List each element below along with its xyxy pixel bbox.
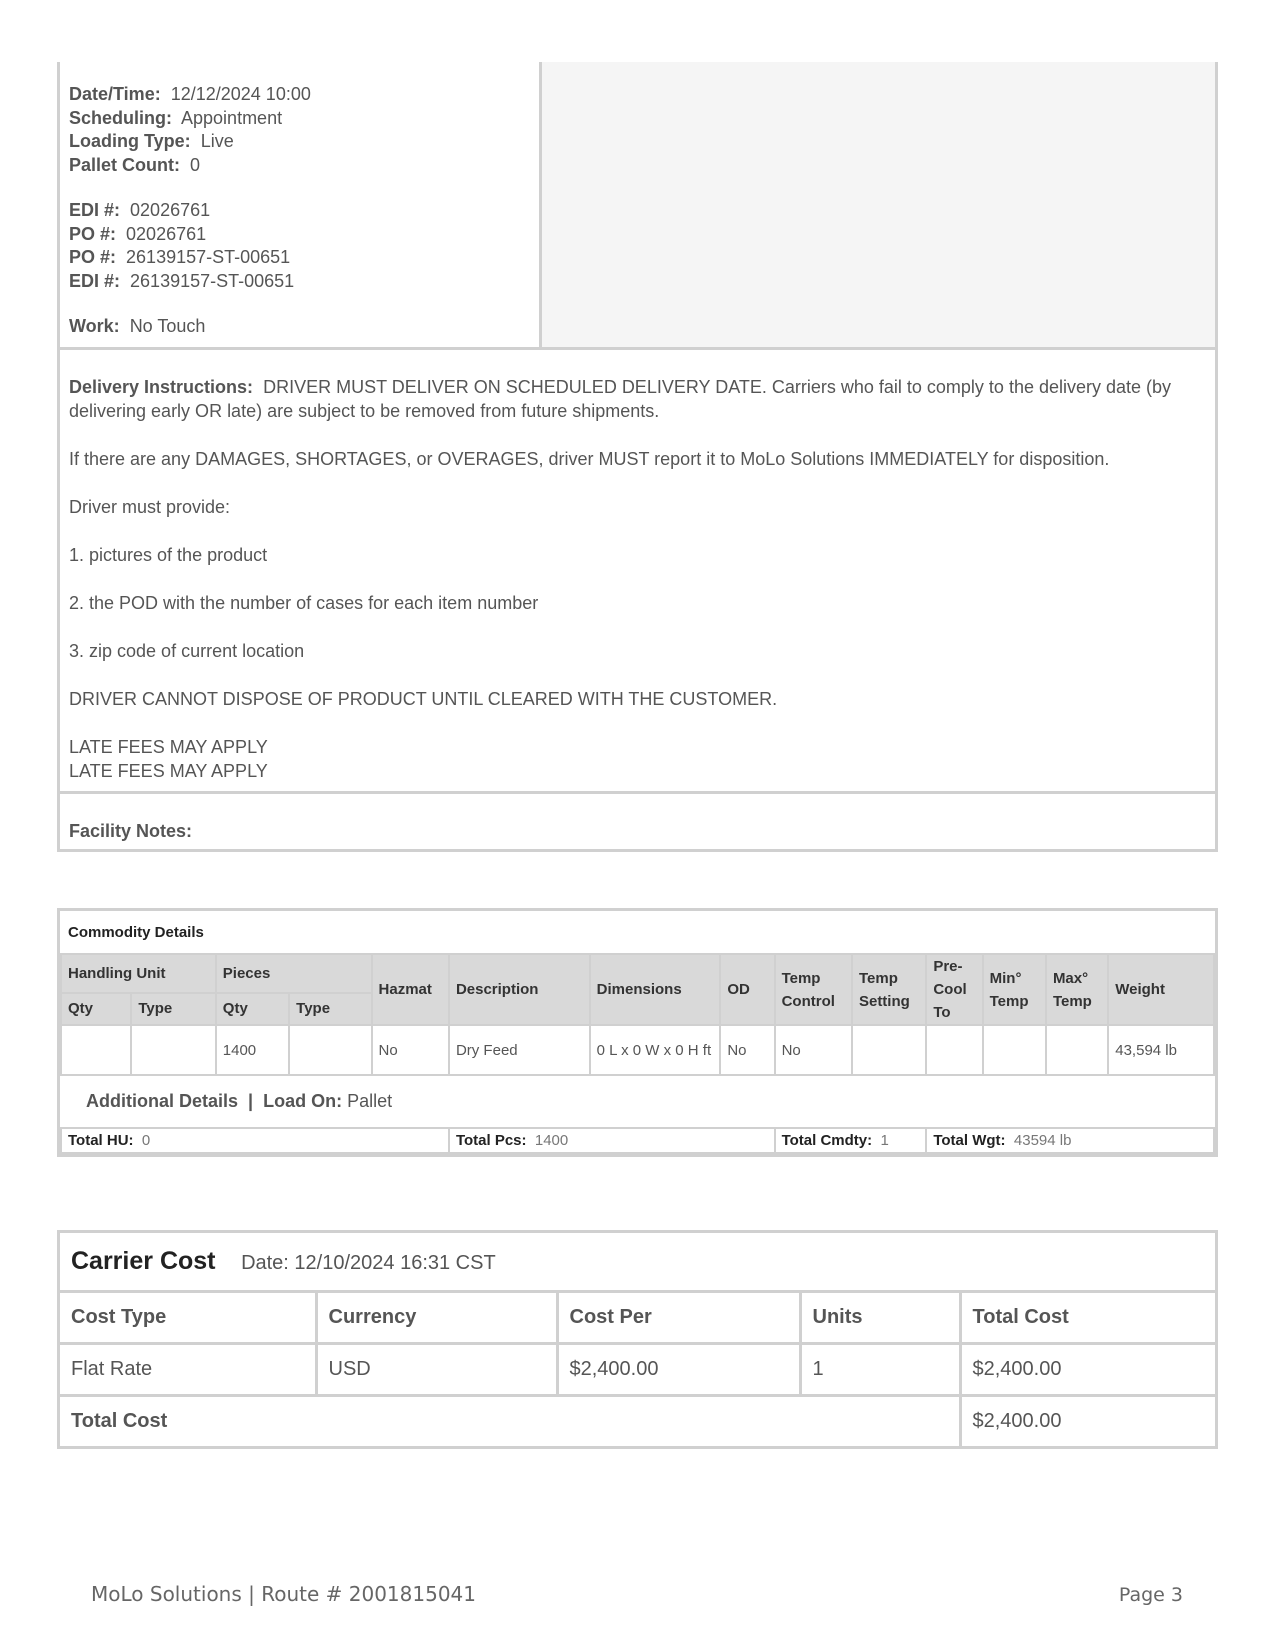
additional-details: Additional Details | Load On: Pallet (61, 1075, 1214, 1128)
od-header: OD (720, 954, 774, 1025)
reference-field: EDI #: 02026761 (69, 200, 211, 220)
table-row (60, 1344, 1215, 1396)
total-cost-header: Total Cost (960, 1292, 1215, 1344)
total-cost-label: Total Cost (60, 1396, 960, 1447)
description-cell: Dry Feed (449, 1025, 590, 1075)
cost-type-header: Cost Type (60, 1292, 316, 1344)
carrier-cost-table (57, 1230, 1218, 1449)
dimensions-cell: 0 L x 0 W x 0 H ft (590, 1025, 721, 1075)
footer-route: MoLo Solutions | Route # 2001815041 (91, 1582, 476, 1606)
handling-unit-header: Handling Unit (61, 954, 216, 993)
max-temp-header: Max° Temp (1046, 954, 1108, 1025)
reference-field: EDI #: 26139157-ST-00651 (69, 270, 295, 291)
carrier-cost-title: Carrier Cost (71, 1247, 216, 1275)
currency-header: Currency (316, 1292, 557, 1344)
pallet-count-field: Pallet Count: 0 (69, 154, 201, 175)
commodity-details-title: Commodity Details (61, 911, 1214, 954)
max-temp-cell (1046, 1025, 1108, 1075)
total-pcs: Total Pcs: 1400 (449, 1128, 775, 1153)
pcs-qty-cell: 1400 (216, 1025, 289, 1075)
hu-type-header: Type (131, 993, 215, 1025)
delivery-instruction-line: 1. pictures of the product (69, 544, 268, 565)
delivery-instruction-line: 3. zip code of current location (69, 640, 305, 661)
commodity-details-table (57, 908, 1218, 1157)
temp-control-header: Temp Control (775, 954, 852, 1025)
table-row (61, 1025, 1214, 1075)
cost-per-cell: $2,400.00 (557, 1344, 800, 1396)
delivery-instruction-line: DRIVER MUST DELIVER ON SCHEDULED DELIVERY DATE. Carriers who fail to comply to the delivery date (by delivering early OR late) are subject to be removed from future shipments. (69, 376, 1172, 421)
stop-details-fields (60, 62, 542, 347)
reference-field: PO #: 02026761 (69, 223, 207, 244)
delivery-instruction-line: Driver must provide: (69, 496, 231, 517)
pcs-type-header: Type (289, 993, 371, 1025)
page-number: Page 3 (1118, 1584, 1183, 1606)
hazmat-cell: No (372, 1025, 449, 1075)
total-cost-value: $2,400.00 (960, 1396, 1215, 1447)
delivery-instructions-label: Delivery Instructions: (69, 376, 254, 397)
facility-notes-label: Facility Notes: (69, 820, 193, 841)
scheduling-field: Scheduling: Appointment (69, 107, 283, 128)
cost-type-cell: Flat Rate (60, 1344, 316, 1396)
stop-details-top (60, 62, 1215, 350)
weight-header: Weight (1108, 954, 1214, 1025)
carrier-cost-header (60, 1233, 1215, 1292)
loading-type-field: Loading Type: Live (69, 131, 234, 151)
delivery-instruction-line: 2. the POD with the number of cases for each item number (69, 592, 539, 613)
carrier-cost-date: Date: 12/10/2024 16:31 CST (241, 1252, 496, 1274)
temp-setting-header: Temp Setting (852, 954, 926, 1025)
precool-cell (926, 1025, 982, 1075)
stop-details-blank-panel (542, 62, 1215, 347)
cost-per-header: Cost Per (557, 1292, 800, 1344)
hazmat-header: Hazmat (372, 954, 449, 1025)
total-wgt: Total Wgt: 43594 lb (926, 1128, 1214, 1153)
od-cell: No (720, 1025, 774, 1075)
dimensions-header: Dimensions (590, 954, 721, 1025)
facility-notes (60, 794, 1215, 849)
pieces-header: Pieces (216, 954, 372, 993)
stop-details-section (57, 62, 1218, 852)
pcs-qty-header: Qty (216, 993, 289, 1025)
load-on-value: Pallet (347, 1091, 393, 1111)
description-header: Description (449, 954, 590, 1025)
min-temp-cell (983, 1025, 1046, 1075)
temp-setting-cell (852, 1025, 926, 1075)
hu-qty-cell (61, 1025, 131, 1075)
work-field: Work: No Touch (69, 316, 206, 336)
delivery-instructions (60, 350, 1215, 794)
pcs-type-cell (289, 1025, 371, 1075)
reference-field: PO #: 26139157-ST-00651 (69, 247, 291, 267)
units-header: Units (800, 1292, 960, 1344)
currency-cell: USD (316, 1344, 557, 1396)
hu-type-cell (131, 1025, 215, 1075)
delivery-instruction-line: LATE FEES MAY APPLY (69, 736, 268, 757)
total-cost-cell: $2,400.00 (960, 1344, 1215, 1396)
delivery-instruction-line: DRIVER CANNOT DISPOSE OF PRODUCT UNTIL CLEARED WITH THE CUSTOMER. (69, 688, 778, 709)
hu-qty-header: Qty (61, 993, 131, 1025)
delivery-instruction-line: If there are any DAMAGES, SHORTAGES, or OVERAGES, driver MUST report it to MoLo Solutions IMMEDIATELY for disposition. (69, 448, 1110, 469)
precool-header: Pre-Cool To (926, 954, 982, 1025)
min-temp-header: Min° Temp (983, 954, 1046, 1025)
units-cell: 1 (800, 1344, 960, 1396)
temp-control-cell: No (775, 1025, 852, 1075)
datetime-field: Date/Time: 12/12/2024 10:00 (69, 84, 311, 104)
weight-cell: 43,594 lb (1108, 1025, 1214, 1075)
delivery-instruction-line: LATE FEES MAY APPLY (69, 760, 268, 781)
total-hu: Total HU: 0 (61, 1128, 449, 1153)
total-cmdty: Total Cmdty: 1 (775, 1128, 927, 1153)
